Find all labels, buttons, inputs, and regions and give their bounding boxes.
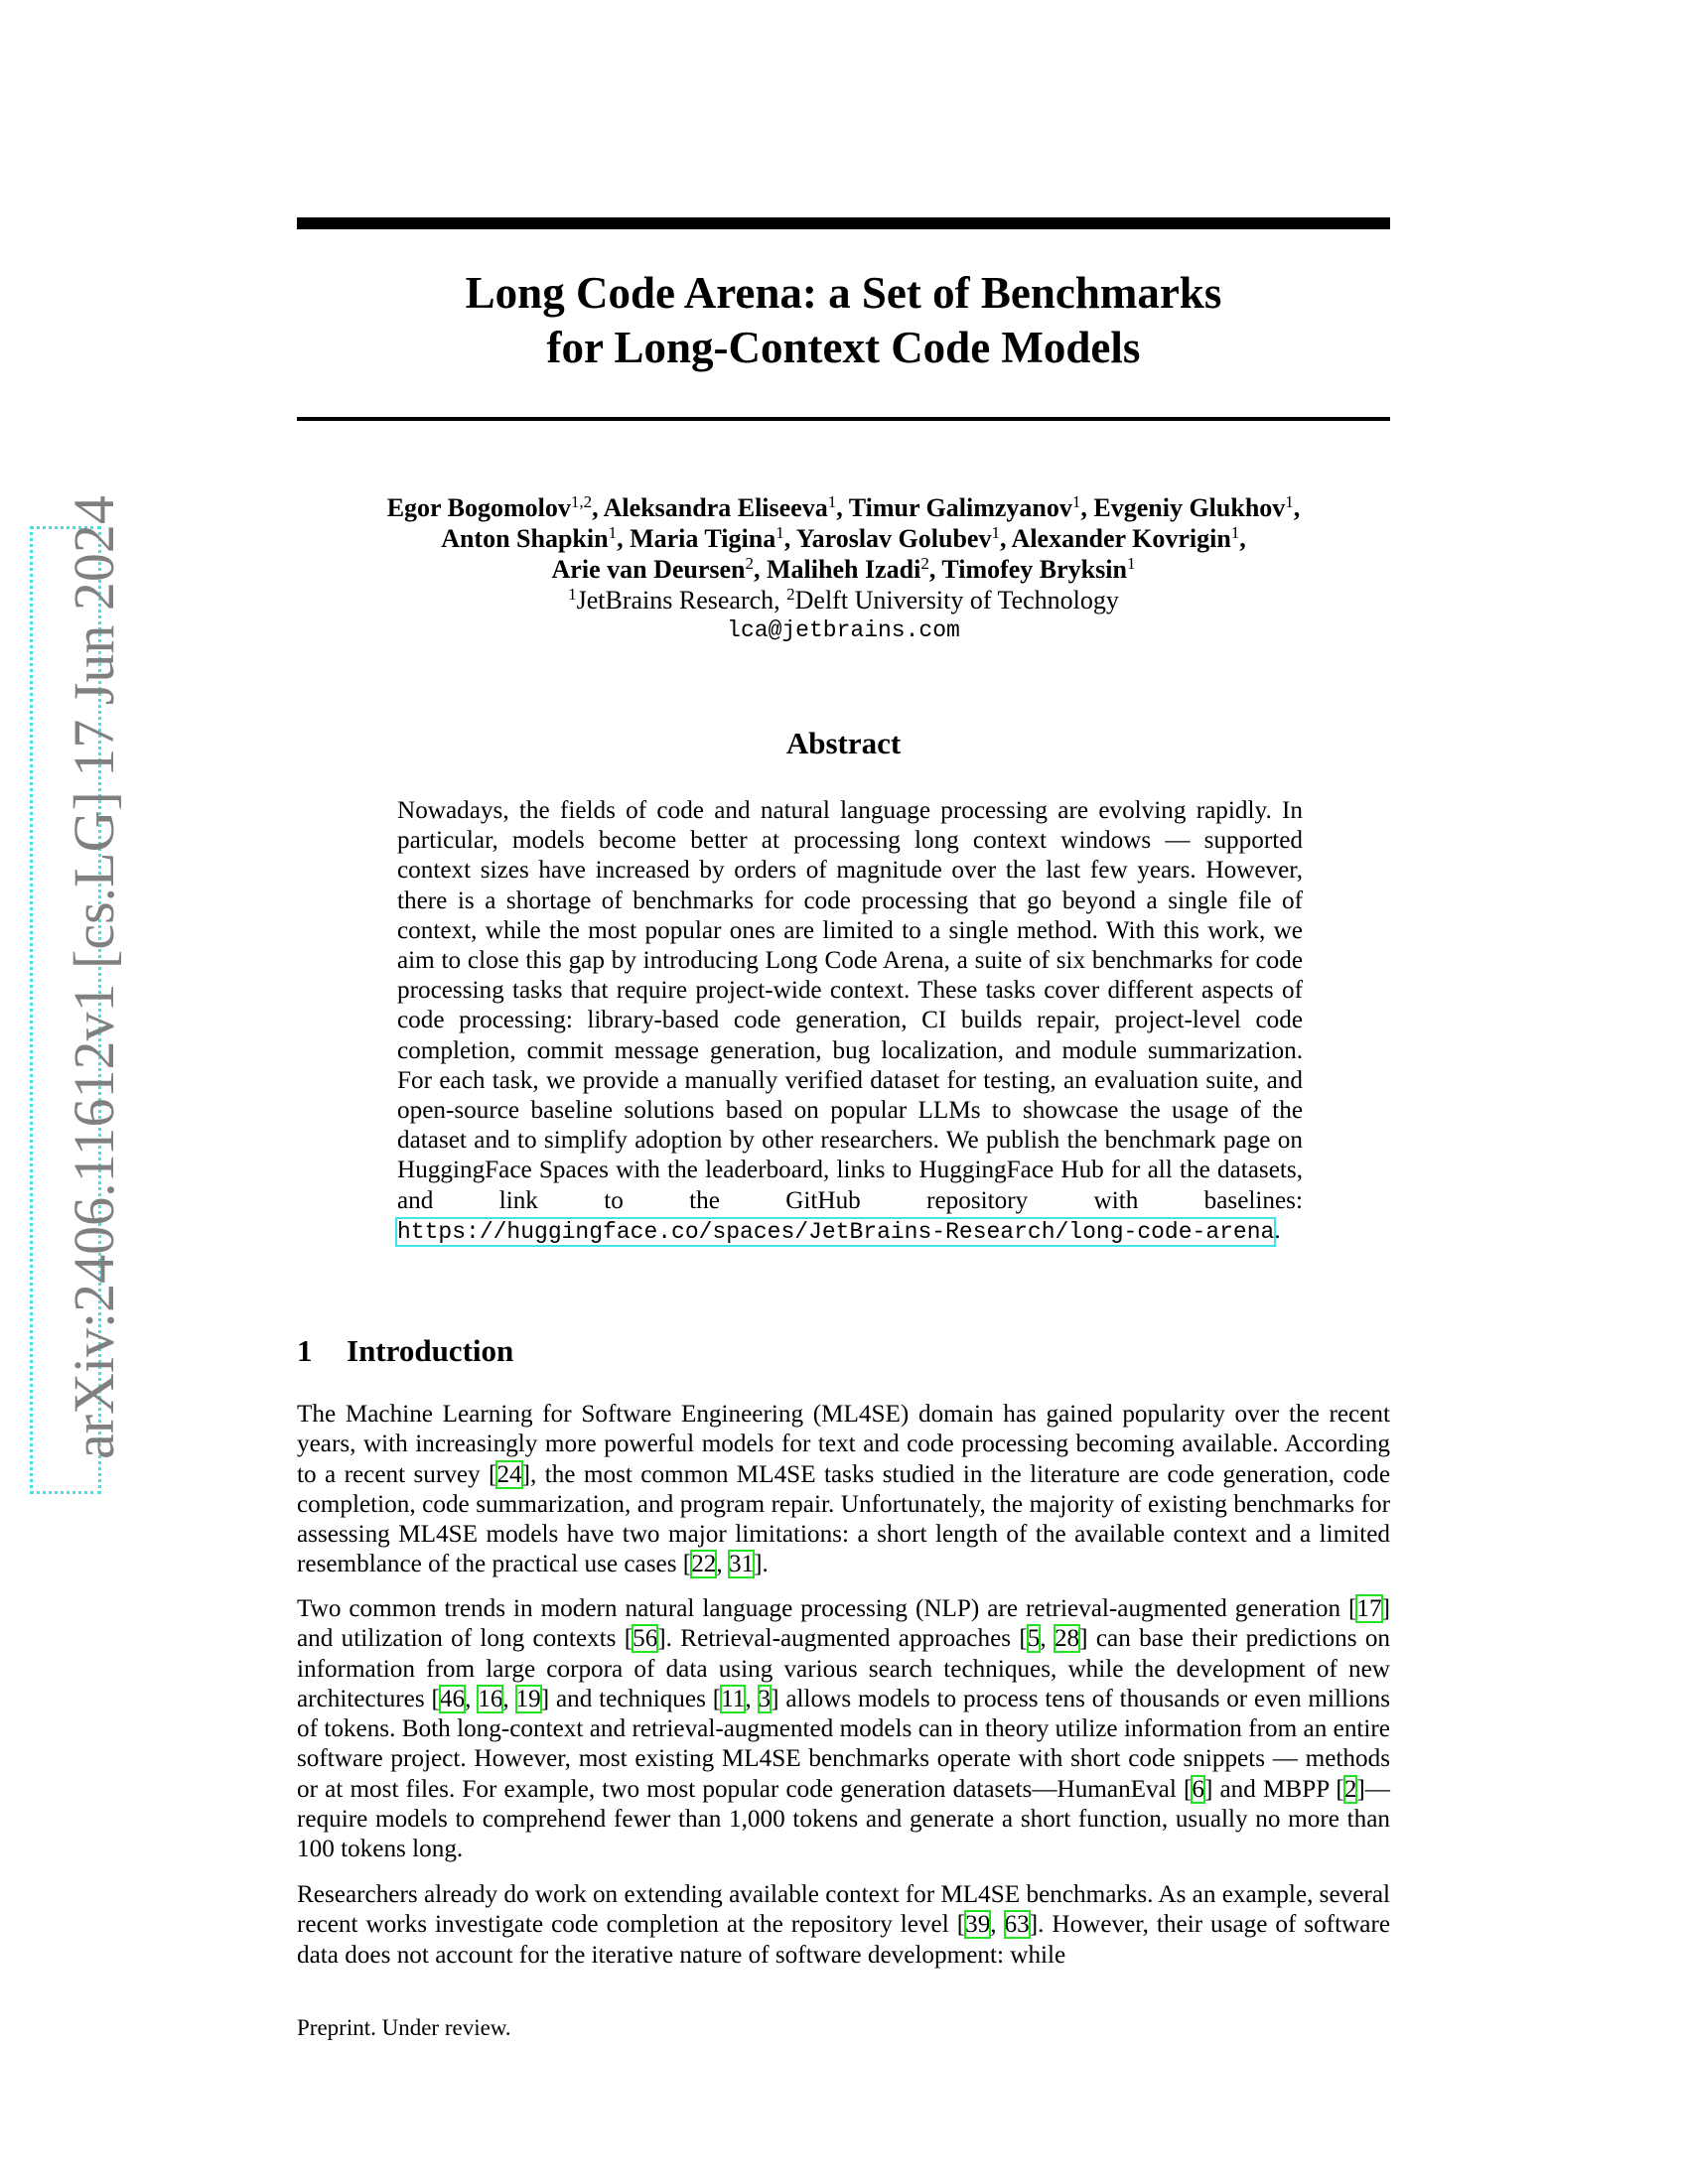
section-heading-introduction [297, 1333, 513, 1369]
citation-link[interactable]: 3 [758, 1685, 772, 1712]
author-name: Evgeniy Glukhov [1093, 493, 1286, 522]
title-line-2: for Long-Context Code Models [546, 323, 1141, 372]
citation-link[interactable]: 46 [439, 1685, 466, 1712]
section-title: Introduction [347, 1333, 514, 1368]
author-affiliation-marker: 1 [1071, 492, 1081, 511]
huggingface-link[interactable]: https://huggingface.co/spaces/JetBrains-Research/long-code-arena [397, 1218, 1275, 1245]
title-line-1: Long Code Arena: a Set of Benchmarks [465, 268, 1222, 318]
title-top-rule [297, 217, 1390, 229]
citation-link[interactable]: 56 [633, 1625, 658, 1653]
author-affiliation-marker: 1 [827, 492, 837, 511]
author-name: Yaroslav Golubev [795, 524, 992, 553]
citation-link[interactable]: 31 [728, 1551, 755, 1578]
abstract-text: Nowadays, the fields of code and natural language processing are evolving rapidly. In particular, models become better at processing long context windows — supported context sizes have increased by orders of magnitude over the last few years. However, there is a shortage of benchmarks for code processing that go beyond a single file of context, while the most popular ones are limited to a single method. With this work, we aim to close this gap by introducing Long Code Arena, a suite of six benchmarks for code processing tasks that require project-wide context. These tasks cover different aspects of code processing: library-based code generation, CI builds repair, project-level code completion, commit message generation, bug localization, and module summarization. For each task, we provide a manually verified dataset for testing, an evaluation suite, and open-source baseline solutions based on popular LLMs to showcase the usage of the dataset and to simplify adoption by other researchers. We publish the benchmark page on HuggingFace Spaces with the leaderboard, links to HuggingFace Hub for all the datasets, and link to the GitHub repository with baselines: [397, 797, 1303, 1214]
intro-paragraph-2: Two common trends in modern natural language processing (NLP) are retrieval-augmented generation [17] and utilization of long contexts [56]. Retrieval-augmented approaches [5, 28] can base their predictions on information from large corpora of data using various search techniques, while the development of new architectures [46, 16, 19] and techniques [11, 3] allows models to process tens of thousands or even millions of tokens. Both long-context and retrieval-augmented models can in theory utilize information from an entire software project. However, most existing ML4SE benchmarks operate with short code snippets — methods or at most files. For example, two most popular code generation datasets—HumanEval [6] and MBPP [2]—require models to comprehend fewer than 1,000 tokens and generate a short function, usually no more than 100 tokens long. [297, 1595, 1391, 1863]
intro-paragraph-3: Researchers already do work on extending available context for ML4SE benchmarks. As an example, several recent works investigate code completion at the repository level [39, 63]. However, their usage of software data does not account for the iterative nature of software development: while [297, 1881, 1391, 1969]
citation-link[interactable]: 17 [1356, 1595, 1382, 1622]
citation-link[interactable]: 6 [1192, 1775, 1204, 1803]
citation-link[interactable]: 22 [691, 1551, 717, 1578]
section-number: 1 [297, 1333, 313, 1368]
citation-link[interactable]: 5 [1027, 1625, 1041, 1653]
citation-link[interactable]: 39 [965, 1911, 991, 1939]
author-affiliation-marker: 1 [608, 523, 618, 542]
title-bottom-rule [297, 417, 1390, 421]
author-name: Timur Galimzyanov [848, 493, 1072, 522]
author-line-3: Arie van Deursen$^2$, Maliheh Izadi$^2$, Timofey Bryksin$^1$ [551, 554, 1136, 584]
paper-title [297, 266, 1390, 375]
author-name: Anton Shapkin [441, 524, 609, 553]
citation-link[interactable]: 16 [478, 1685, 503, 1712]
intro-paragraph-1: The Machine Learning for Software Engineering (ML4SE) domain has gained popularity over the recent years, with increasingly more powerful models for text and code processing becoming available. According to a recent survey [24], the most common ML4SE tasks studied in the literature are code generation, code completion, code summarization, and program repair. Unfortunately, the majority of existing benchmarks for assessing ML4SE models have two major limitations: a short length of the available context and a limited resemblance of the practical use cases [22, 31]. [297, 1401, 1391, 1578]
author-line-1: Egor Bogomolov$^{1,2}$, Aleksandra Eliseeva$^1$, Timur Galimzyanov$^1$, Evgeniy Glukhov$^1$, [386, 492, 1301, 522]
citation-link[interactable]: 11 [721, 1685, 746, 1712]
affiliations [297, 585, 1390, 615]
author-name: Arie van Deursen [551, 555, 746, 584]
author-name: Timofey Bryksin [941, 555, 1127, 584]
author-affiliation-marker: 1 [1126, 554, 1136, 573]
author-affiliation-marker: 1 [775, 523, 784, 542]
abstract-body [397, 796, 1303, 1247]
author-line-2: Anton Shapkin$^1$, Maria Tigina$^1$, Yaroslav Golubev$^1$, Alexander Kovrigin$^1$, [441, 523, 1246, 553]
author-affiliation-marker: 1 [991, 523, 1000, 542]
author-block [297, 492, 1390, 646]
author-affiliation-marker: 1 [1285, 492, 1294, 511]
affiliation-2: Delft University of Technology [794, 586, 1119, 614]
affiliation-1: JetBrains Research, [576, 586, 787, 614]
author-affiliation-marker: 1 [1230, 523, 1240, 542]
abstract-end: . [1274, 1216, 1281, 1244]
citation-link[interactable]: 19 [515, 1685, 541, 1712]
citation-link[interactable]: 2 [1343, 1775, 1357, 1803]
author-name: Aleksandra Eliseeva [603, 493, 828, 522]
author-affiliation-marker: 2 [745, 554, 755, 573]
preprint-footer: Preprint. Under review. [297, 2015, 511, 2040]
aff2-marker: 2 [786, 585, 795, 604]
author-affiliation-marker: 1,2 [570, 492, 593, 511]
citation-link[interactable]: 24 [496, 1460, 522, 1488]
author-affiliation-marker: 2 [920, 554, 929, 573]
author-name: Maria Tigina [630, 524, 776, 553]
contact-email: lca@jetbrains.com [727, 617, 960, 643]
citation-link[interactable]: 28 [1054, 1625, 1080, 1653]
abstract-heading: Abstract [785, 726, 902, 760]
author-name: Maliheh Izadi [767, 555, 921, 584]
aff1-marker: 1 [568, 585, 577, 604]
author-name: Egor Bogomolov [386, 493, 571, 522]
arxiv-stamp[interactable]: arXiv:2406.11612v1 [cs.LG] 17 Jun 2024 [62, 495, 126, 1459]
citation-link[interactable]: 63 [1004, 1911, 1030, 1939]
author-name: Alexander Kovrigin [1011, 524, 1231, 553]
